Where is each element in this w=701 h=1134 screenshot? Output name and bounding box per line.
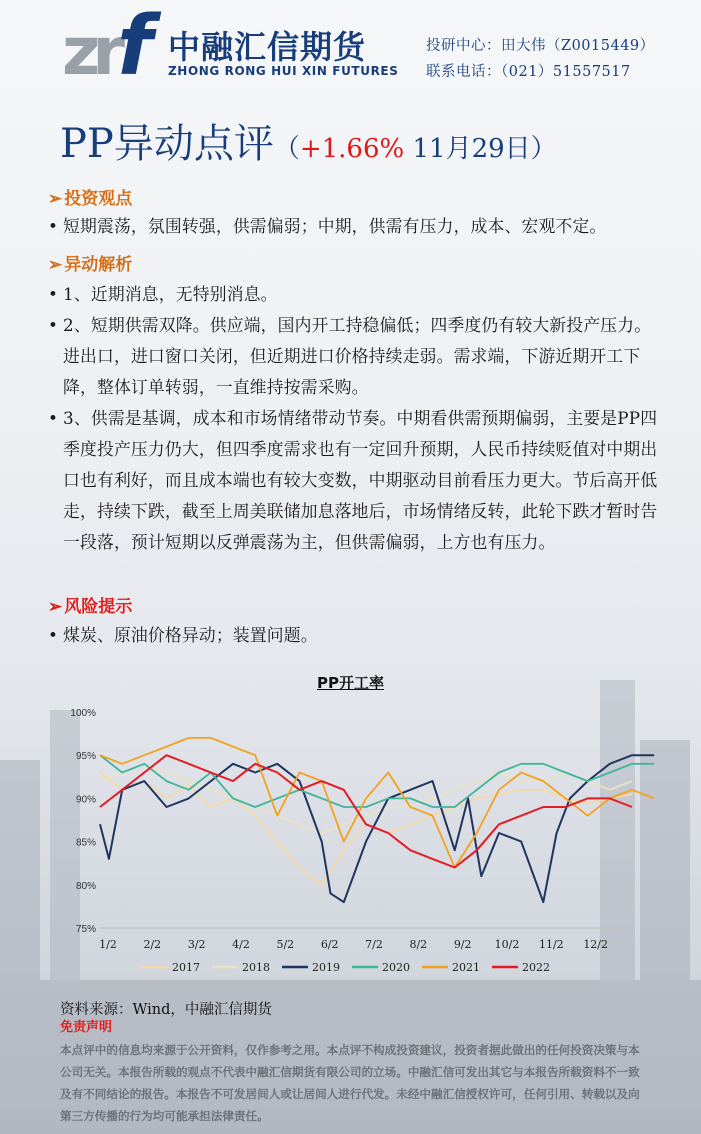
y-tick-label: 80% <box>75 880 96 892</box>
change-percent: +1.66% <box>299 134 405 164</box>
x-tick-label: 6/2 <box>320 938 339 951</box>
bullet-icon: • <box>48 284 59 304</box>
legend-label-2022: 2022 <box>522 961 550 974</box>
report-date: 11月29日） <box>404 134 557 164</box>
bullet-icon: • <box>48 408 59 428</box>
report-title: PP异动点评（+1.66% 11月29日） <box>60 121 557 167</box>
analysis-item-1: • 1、近期消息，无特别消息。 <box>48 279 668 310</box>
legend-label-2020: 2020 <box>382 961 410 974</box>
x-tick-label: 8/2 <box>409 938 428 951</box>
company-logo: zrf <box>62 0 145 94</box>
series-line-2017 <box>100 773 632 885</box>
y-tick-label: 100% <box>70 708 96 719</box>
section-investment-view: ➢ 投资观点 <box>48 189 133 209</box>
x-tick-label: 7/2 <box>365 938 383 951</box>
bullet-icon: • <box>48 315 59 335</box>
x-tick-label: 4/2 <box>232 938 250 951</box>
legend-label-2021: 2021 <box>452 961 480 974</box>
legend-label-2019: 2019 <box>312 961 340 974</box>
analysis-item-2: • 2、短期供需双降。供应端，国内开工持稳偏低；四季度仍有较大新投产压力。进出口，进口窗口关闭，但近期进口价格持续走弱。需求端，下游近期开工下降，整体订单转弱，一直维持按需采购。 <box>48 310 668 403</box>
x-tick-label: 11/2 <box>538 938 564 951</box>
company-name-en: ZHONG RONG HUI XIN FUTURES <box>168 64 399 78</box>
title-main: PP异动点评 <box>60 121 274 167</box>
arrow-icon: ➢ <box>48 255 63 275</box>
x-tick-label: 9/2 <box>453 938 472 951</box>
y-tick-label: 90% <box>75 794 96 806</box>
legend-label-2017: 2017 <box>172 961 200 974</box>
view-paragraph: • 短期震荡，氛围转强，供需偏弱；中期，供需有压力，成本、宏观不定。 <box>48 211 668 242</box>
research-contact: 投研中心：田大伟（Z0015449） <box>426 38 655 54</box>
bullet-icon: • <box>48 625 59 645</box>
x-tick-label: 5/2 <box>276 938 295 951</box>
x-tick-label: 2/2 <box>143 938 162 951</box>
risk-paragraph: • 煤炭、原油价格异动；装置问题。 <box>48 620 668 651</box>
report-header <box>0 0 701 100</box>
disclaimer-text: 本点评中的信息均来源于公开资料，仅作参考之用。本点评不构成投资建议，投资者据此做出的任何投资决策与本公司无关。本报告所载的观点不代表中融汇信期货有限公司的立场。中融汇信可发出其它与本报告所载资料不一致及有不同结论的报告。本报告不可发居间人或让居间人进行代发。未经中融汇信授权许可，任何引用、转载以及向第三方传播的行为均可能承担法律责任。 <box>60 1043 640 1123</box>
y-tick-label: 75% <box>75 924 96 935</box>
x-tick-label: 3/2 <box>187 938 206 951</box>
bullet-icon: • <box>48 216 59 236</box>
section-analysis: ➢ 异动解析 <box>48 255 133 275</box>
company-name-cn: 中融汇信期货 <box>168 28 367 66</box>
y-tick-label: 95% <box>75 751 96 763</box>
chart-title: PP开工率 <box>317 674 384 692</box>
y-tick-label: 85% <box>75 837 96 849</box>
legend-label-2018: 2018 <box>242 961 270 974</box>
x-tick-label: 10/2 <box>494 938 520 951</box>
data-source: 资料来源：Wind，中融汇信期货 <box>60 1002 272 1018</box>
x-tick-label: 12/2 <box>583 938 609 951</box>
pp-operating-rate-chart <box>60 700 660 990</box>
section-risk: ➢ 风险提示 <box>48 597 133 617</box>
arrow-icon: ➢ <box>48 597 63 617</box>
phone-contact: 联系电话：（021）51557517 <box>426 64 631 80</box>
x-tick-label: 1/2 <box>99 938 117 951</box>
arrow-icon: ➢ <box>48 189 63 209</box>
disclaimer-title: 免责声明 <box>60 1020 113 1035</box>
analysis-item-3: • 3、供需是基调，成本和市场情绪带动节奏。中期看供需预期偏弱，主要是PP四季度投产压力仍大，但四季度需求也有一定回升预期，人民币持续贬值对中期出口也有利好，而且成本端也有较大变数，中期驱动目前看压力更大。节后高开低走，持续下跌，截至上周美联储加息落地后，市场情绪反转，此轮下跌才暂时告一段落，预计短期以反弹震荡为主，但供需偏弱，上方也有压力。 <box>48 403 668 558</box>
